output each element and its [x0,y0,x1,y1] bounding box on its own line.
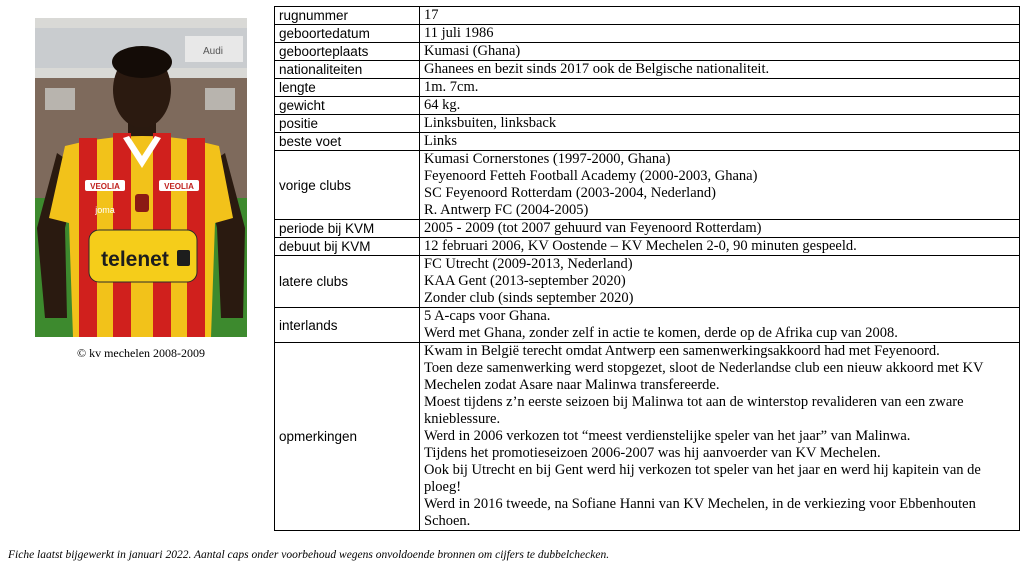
row-value [420,151,1020,220]
row-label: beste voet [275,133,420,151]
row-geboorteplaats [275,43,1020,61]
club-line: KAA Gent (2013-september 2020) [424,273,626,289]
club-line: Feyenoord Fetteh Football Academy (2000-2003, Ghana) [424,168,758,184]
row-value [420,308,1020,343]
row-value: Kumasi (Ghana) [420,43,1020,61]
row-interlands [275,308,1020,343]
row-label: positie [275,115,420,133]
remark-line: Tijdens het promotieseizoen 2006-2007 was hij aanvoerder van KV Mechelen. [424,445,881,461]
remark-line: Werd in 2016 tweede, na Sofiane Hanni van KV Mechelen, in de verkiezing voor Ebbenhouten Schoen. [424,496,976,529]
row-value: 2005 - 2009 (tot 2007 gehuurd van Feyenoord Rotterdam) [420,220,1020,238]
joma-text: joma [95,205,115,215]
remark-line: Werd in 2006 verkozen tot “meest verdienstelijke speler van het jaar” van Malinwa. [424,428,911,444]
row-positie [275,115,1020,133]
row-value: Linksbuiten, linksback [420,115,1020,133]
club-line: Zonder club (sinds september 2020) [424,290,634,306]
row-label: gewicht [275,97,420,115]
row-geboortedatum [275,25,1020,43]
row-opmerkingen [275,343,1020,531]
row-beste-voet [275,133,1020,151]
remark-line: Kwam in België terecht omdat Antwerp een samenwerkingsakkoord had met Feyenoord. [424,343,940,359]
row-vorige-clubs [275,151,1020,220]
row-value: 1m. 7cm. [420,79,1020,97]
row-value: 12 februari 2006, KV Oostende – KV Mechelen 2-0, 90 minuten gespeeld. [420,238,1020,256]
veolia-left-text: VEOLIA [90,182,120,191]
row-label: rugnummer [275,7,420,25]
remark-line: Toen deze samenwerking werd stopgezet, sloot de Nederlandse club een nieuw akkoord met KV Mechelen zodat Asare naar Malinwa transfereerde. [424,360,984,393]
row-latere-clubs [275,256,1020,308]
row-value [420,256,1020,308]
row-value: 64 kg. [420,97,1020,115]
remark-line: Ook bij Utrecht en bij Gent werd hij verkozen tot speler van het jaar en werd hij kapitein van de ploeg! [424,462,981,495]
row-rugnummer [275,7,1020,25]
club-line: Kumasi Cornerstones (1997-2000, Ghana) [424,151,671,167]
player-photo [35,18,247,337]
row-value [420,343,1020,531]
row-label: nationaliteiten [275,61,420,79]
row-label: vorige clubs [275,151,420,220]
row-label: lengte [275,79,420,97]
player-fiche-table [274,6,1020,531]
row-nationaliteiten [275,61,1020,79]
row-value: 17 [420,7,1020,25]
row-label: periode bij KVM [275,220,420,238]
club-line: SC Feyenoord Rotterdam (2003-2004, Nederland) [424,185,716,201]
row-label: debuut bij KVM [275,238,420,256]
veolia-right-text: VEOLIA [164,182,194,191]
photo-caption: © kv mechelen 2008-2009 [76,346,206,360]
row-label: opmerkingen [275,343,420,531]
row-label: geboorteplaats [275,43,420,61]
interland-line: 5 A-caps voor Ghana. [424,308,551,324]
club-line: R. Antwerp FC (2004-2005) [424,202,589,218]
footer-note: Fiche laatst bijgewerkt in januari 2022. Aantal caps onder voorbehoud wegens onvoldoende bronnen om cijfers te dubbelchecken. [8,549,610,561]
club-line: FC Utrecht (2009-2013, Nederland) [424,256,633,272]
row-label: latere clubs [275,256,420,308]
row-debuut-bij-kvm [275,238,1020,256]
interland-line: Werd met Ghana, zonder zelf in actie te komen, derde op de Afrika cup van 2008. [424,325,898,341]
row-lengte [275,79,1020,97]
remark-line: Moest tijdens z’n eerste seizoen bij Malinwa tot aan de winterstop revalideren van een zware knieblessure. [424,394,964,427]
row-label: interlands [275,308,420,343]
row-value: Ghanees en bezit sinds 2017 ook de Belgische nationaliteit. [420,61,1020,79]
row-gewicht [275,97,1020,115]
telenet-text: telenet [101,248,169,271]
row-label: geboortedatum [275,25,420,43]
row-value: Links [420,133,1020,151]
row-value: 11 juli 1986 [420,25,1020,43]
row-periode-bij-kvm [275,220,1020,238]
board-text: Audi [203,46,224,57]
